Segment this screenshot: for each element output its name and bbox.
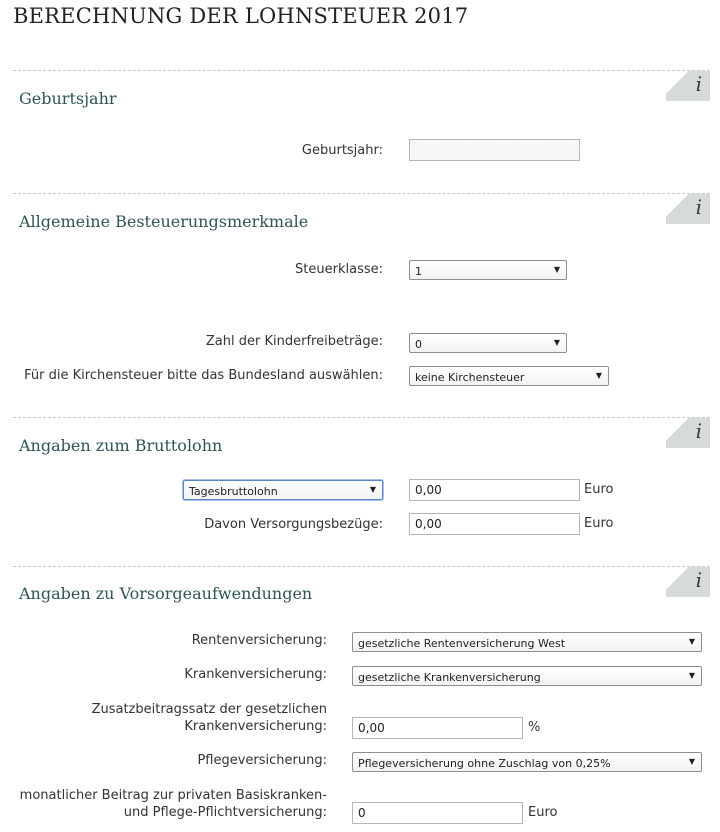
geburtsjahr-input[interactable] [409,139,580,161]
rentenversicherung-select[interactable] [352,632,702,652]
chevron-down-icon: ▼ [369,485,376,494]
zusatzbeitragssatz-input[interactable]: 0,00 [352,717,523,739]
steuerklasse-value: 1 [415,265,422,278]
zusatzbeitragssatz-unit: % [528,720,541,735]
section-geburtsjahr [13,70,710,192]
info-icon: i [695,568,702,592]
section-title-geburtsjahr: Geburtsjahr [19,89,117,108]
info-button-bruttolohn[interactable] [666,418,710,448]
chevron-down-icon: ▼ [553,265,560,274]
kinderfreibetraege-label: Zahl der Kinderfreibeträge: [205,334,383,349]
privatversicherung-input[interactable]: 0 [352,802,523,824]
chevron-down-icon: ▼ [553,338,560,347]
versorgungsbezuege-label: Davon Versorgungsbezüge: [204,517,383,532]
pflegeversicherung-select[interactable] [352,752,702,772]
lohnart-select[interactable] [183,480,383,500]
section-title-vorsorge: Angaben zu Vorsorgeaufwendungen [19,584,313,603]
krankenversicherung-label: Krankenversicherung: [184,667,327,682]
zusatzbeitragssatz-label-line2: Krankenversicherung: [184,719,327,734]
kinderfreibetraege-select[interactable] [409,333,567,353]
chevron-down-icon: ▼ [688,671,695,680]
rentenversicherung-label: Rentenversicherung: [191,633,327,648]
section-title-besteuerung: Allgemeine Besteuerungsmerkmale [19,212,309,231]
kirchensteuer-select[interactable] [409,366,609,386]
krankenversicherung-value: gesetzliche Krankenversicherung [358,671,541,684]
info-icon: i [695,72,702,96]
pflegeversicherung-value: Pflegeversicherung ohne Zuschlag von 0,25% [358,757,611,770]
steuerklasse-select[interactable] [409,260,567,280]
kirchensteuer-value: keine Kirchensteuer [415,371,525,384]
page-title: BERECHNUNG DER LOHNSTEUER 2017 [13,4,469,28]
krankenversicherung-select[interactable] [352,666,702,686]
versorgungsbezuege-input[interactable]: 0,00 [409,513,580,535]
lohnart-value: Tagesbruttolohn [189,485,278,498]
privatversicherung-unit: Euro [528,805,558,820]
chevron-down-icon: ▼ [688,637,695,646]
bruttolohn-unit: Euro [584,482,614,497]
info-button-vorsorge[interactable] [666,567,710,597]
pflegeversicherung-label: Pflegeversicherung: [197,753,327,768]
kirchensteuer-label: Für die Kirchensteuer bitte das Bundesland auswählen: [24,368,383,383]
info-button-besteuerung[interactable] [666,194,710,224]
steuerklasse-label: Steuerklasse: [295,262,383,277]
privatversicherung-label-line2: und Pflege-Pflichtversicherung: [123,805,327,820]
chevron-down-icon: ▼ [595,371,602,380]
privatversicherung-label-line1: monatlicher Beitrag zur privaten Basiskranken- [19,788,327,803]
zusatzbeitragssatz-label-line1: Zusatzbeitragssatz der gesetzlichen [91,702,327,717]
versorgungsbezuege-unit: Euro [584,516,614,531]
info-button-geburtsjahr[interactable] [666,71,710,101]
kinderfreibetraege-value: 0 [415,338,422,351]
info-icon: i [695,195,702,219]
section-title-bruttolohn: Angaben zum Bruttolohn [19,436,223,455]
bruttolohn-input[interactable]: 0,00 [409,479,580,501]
chevron-down-icon: ▼ [688,757,695,766]
geburtsjahr-label: Geburtsjahr: [301,143,383,158]
rentenversicherung-value: gesetzliche Rentenversicherung West [358,637,566,650]
info-icon: i [695,419,702,443]
